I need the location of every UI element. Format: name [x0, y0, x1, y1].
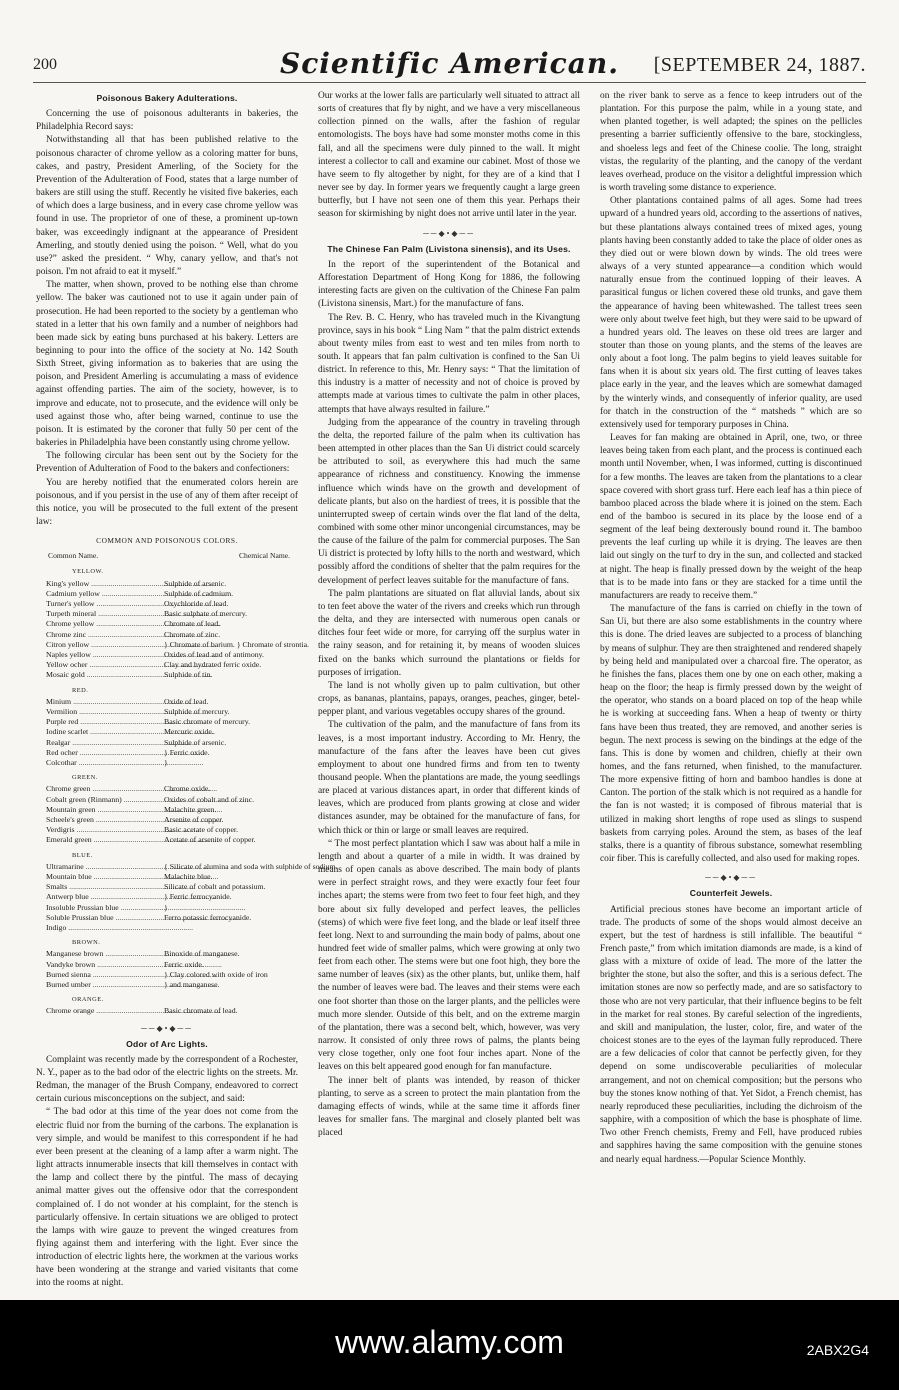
color-chemical-name	[164, 923, 298, 933]
colors-table-row	[36, 949, 298, 959]
color-chemical-name: Sulphide of arsenic.	[164, 737, 227, 747]
color-common-name: Vermilion .....	[46, 707, 164, 717]
color-common-name: Turpeth mineral .....	[46, 609, 164, 619]
color-chemical-name: } Chromate of barium. } Chromate of strontia.	[164, 639, 309, 649]
color-chemical-name: Sulphide of tin.	[164, 670, 213, 680]
paragraph: “ The most perfect plantation which I saw was about half a mile in length and about a quarter of a mile in width. It was drained by means of open canals as above described. The main body of plants were in perfect straight rows, and they were exactly four feet four inches apart; the stems were from two feet to four feet high, and they bore about six fully developed and perfect leaves, the pellicles (stems) of which were five feet long, and the blade or leaf itself three feet long. Next to and surrounding the main body of palms, about one hundred feet wide of smaller palms, which were growing at only two feet from each other. The stems were but one foot high, they bore the same number of leaves (six) as the other plants, but, unlike them, half the number of leaves were bad. The leaves and their stems were each one foot shorter than those on the larger plants, and the pellicles were much more slender. Outside of this belt, and on the extreme margin of the plantation, there was a second belt, which, however, was very narrow. It consisted of only three rows of palms, the plants being very close together, only one foot four inches apart. None of the leaves on this belt appeared good enough for fan manufacture.	[318, 838, 580, 1073]
colors-table	[36, 565, 338, 1016]
article-heading-fan-palm: The Chinese Fan Palm (Livistona sinensis), and its Uses.	[327, 243, 571, 254]
color-common-name: Colcothar .....	[46, 758, 164, 768]
colors-table-row	[36, 913, 298, 923]
color-common-name: Yellow ocher .....	[46, 660, 164, 670]
color-chemical-name: Malachite green.	[164, 804, 217, 814]
color-common-name: Ultramarine .....	[46, 862, 164, 872]
colors-table-row	[36, 589, 298, 599]
colors-table-row	[36, 1006, 298, 1016]
colors-table-row	[36, 861, 338, 872]
colors-table-row	[36, 805, 298, 815]
paragraph: The following circular has been sent out by the Society for the Prevention of Adulteration of Food to the bakers and confectioners:	[36, 451, 298, 475]
column-1	[36, 90, 338, 1295]
colors-table-row	[36, 825, 298, 835]
color-chemical-name: Malachite blue.	[164, 871, 213, 881]
paragraph: The cultivation of the palm, and the manufacture of fans from its leaves, is a most important industry. According to Mr. Henry, the manufacture of the fans after the leaves have been cut gives employment to about one hundred firms and from ten to twenty thousand people. When the plantations are made, the young seedlings are placed at various distances apart, in order that different kinds of leaves, which are produced from plants growing at close and wider distances asunder, may be obtained for the manufacture of fans, for which thick or thin or large or small leaves are required.	[318, 720, 580, 836]
color-common-name: Antwerp blue .....	[46, 892, 164, 902]
colors-table-row	[36, 727, 298, 737]
color-common-name: Naples yellow .....	[46, 650, 164, 660]
paragraph: Our works at the lower falls are particularly well situated to attract all sorts of creatures that fly by night, and we have a very miscellaneous collection pinned on the walls, after the fashion of regular entomologists. The boys have had some monster moths come in this fall, and all the specimens were duly pinned to the wall. It might interest a collector to call and examine our cabinet. Most of those we have seem to fly altogether by night, for they are of a kind that I never see by day. In former years we frequently caught a large green butterfly, but I have not seen one of them this year. Perhaps their season for skirmishing by night does not arrive until later in the year.	[318, 91, 580, 220]
colors-table-row	[36, 960, 298, 970]
color-chemical-name: Ferric oxide.	[164, 959, 204, 969]
color-chemical-name: Sulphide of arsenic.	[164, 578, 227, 588]
color-common-name: Manganese brown .....	[46, 949, 164, 959]
color-common-name: Red ocher .....	[46, 748, 164, 758]
color-common-name: Cobalt green (Rinmann) .....	[46, 795, 164, 805]
colors-table-row	[36, 980, 298, 990]
paragraph: Concerning the use of poisonous adulterants in bakeries, the Philadelphia Record says:	[36, 109, 298, 133]
colors-category-label: RED.	[72, 686, 89, 694]
stock-watermark-bar	[0, 1300, 899, 1390]
paragraph: The Rev. B. C. Henry, who has traveled much in the Kivangtung province, says in his book “ Ling Nam ” that the palm district extends about twenty miles from east to west and ten miles from north to south. It appears that fan palm cultivation is confined to the San Ui district. In reference to this, Mr. Henry says: “ That the limitation of this industry is a matter of necessity and not of choice is proved by attempts made at various times to cultivate the palm in other places, attempts that have always resulted in failure.”	[318, 312, 580, 415]
colors-table-row	[36, 882, 298, 892]
color-chemical-name: Acetate of arsenite of copper.	[164, 835, 256, 845]
colors-table-row	[36, 903, 298, 913]
article-heading-counterfeit-jewels: Counterfeit Jewels.	[689, 888, 773, 899]
color-chemical-name: Basic chromate of mercury.	[164, 717, 251, 727]
color-chemical-name: Ferro potassic ferrocyanide.	[164, 912, 252, 922]
paragraph: Complaint was recently made by the correspondent of a Rochester, N. Y., paper as to the bad odor of the electric lights on the streets. Mr. Redman, the manager of the Brush Company, endeavored to correct certain curious misconceptions on the subject, and said:	[36, 1054, 298, 1105]
colors-table-row	[36, 707, 298, 717]
page-number: 200	[33, 56, 57, 73]
paragraph: You are hereby notified that the enumerated colors herein are poisonous, and if you persist in the use of any of them after receipt of this notice, you will be prosecuted to the full extent of the present law:	[36, 477, 298, 527]
color-chemical-name: Oxides of lead and of antimony.	[164, 650, 264, 660]
section-separator: ──◆•◆──	[423, 228, 475, 238]
color-common-name: Cadmium yellow .....	[46, 589, 164, 599]
color-chemical-name: Sulphide of cadmium.	[164, 588, 234, 598]
color-common-name: Mosaic gold .....	[46, 670, 164, 680]
colors-table-title: COMMON AND POISONOUS COLORS.	[96, 536, 238, 546]
paragraph: Judging from the appearance of the country in traveling through the delta, the reported failure of the palm when its cultivation has been attempted in other places than the San Ui district could scarcely be attributed to soil, as everywhere this had much the same appearance of richness and constituency. Knowing the immense influence which winds have on the growth and development of delicate plants, but also on the hardiest of trees, it is possible that the uninterrupted sweep of certain winds over the flat land of the delta, combined with some other minor uncongenial circumstances, may be the cause of the failure of the palm for commercial purposes. The San Ui district is protected by lofty hills to the north and westward, which possibly afford the conditions of shelter that the palm requires for the development of perfect leaves suitable for the manufacture of fans.	[318, 417, 580, 586]
masthead	[0, 0, 899, 90]
color-common-name: Iodine scarlet .....	[46, 727, 164, 737]
colors-table-row	[36, 872, 298, 882]
colors-table-row	[36, 599, 298, 609]
colors-table-col-chemical: Chemical Name.	[238, 551, 290, 561]
colors-table-row	[36, 609, 298, 619]
color-chemical-name: }	[164, 902, 168, 912]
colors-table-row	[36, 748, 298, 758]
colors-table-row	[36, 758, 298, 768]
paragraph: The matter, when shown, proved to be nothing else than chrome yellow. The baker was cautioned not to use it again under pain of prosecution. He had been reported to the society by a gentleman who stated in a letter that his own family and a number of neighbors had been made sick by eating buns purchased at his bakery. Letters are beginning to pour into the office of the society at No. 142 South Sixth Street, giving information as to bakeries that are using the poison, and President Amerling is accumulating a mass of evidence against offending parties. The aim of the society, however, is to improve and educate, not to prosecute, and the evidence will only be used against those who, after being warned, continue to use the poison. It is estimated by the coroner that fully 50 per cent of the bakeries in Philadelphia have been constantly using chrome yellow.	[36, 280, 298, 449]
color-common-name: Citron yellow .....	[46, 640, 164, 650]
issue-date: [SEPTEMBER 24, 1887.	[653, 54, 866, 76]
paragraph: In the report of the superintendent of the Botanical and Afforestation Department of Hong Kong for 1886, the following interesting facts are given on the cultivation of the Chinese Fan palm (Livistona sinensis, Mart.) for the manufacture of fans.	[318, 259, 580, 310]
paragraph: The manufacture of the fans is carried on chiefly in the town of San Ui, but there are also some establishments in the country where this is done. The dried leaves are subjected to a process of blanching by means of sulphur. They are then straightened and rendered shapely by being held and manipulated over a charcoal fire. The operator, as he finishes the fans, places them one by one on each other, making a heap on the floor; the heap is firmly pressed down by the weight of the operator, who stands on a board placed on top of the heap while he is working at succeeding fans. When a heap of twenty or thirty fans have been thus treated, they are removed, and another series is begun. The next process is sewing on the bindings at the edge of the fans. This is done by women and children, chiefly at their own homes, and the fans returned, when finished, to the manufacturer. The more expensive fitting of horn and bamboo handles is done at Canton. The portion of the stalk which is not required as a handle for the fan is not wasted; it is composed of fibrous material that is utilized in making short lengths of rope used as slings to suspend baskets from carrying poles. Around the stem, as bases of the leaf stalks, there is a quantity of fibrous substance, somewhat resembling coir fiber. This is carefully collected, and also used for making ropes.	[600, 604, 862, 865]
color-common-name: King's yellow .....	[46, 579, 164, 589]
color-common-name: Vandyke brown .....	[46, 960, 164, 970]
color-common-name: Soluble Prussian blue .....	[46, 913, 164, 923]
paragraph: Leaves for fan making are obtained in April, one, two, or three leaves being taken from each plant, and the process is continued each month until November, when, I was informed, cutting is discontinued for a few months. The leaves are taken from the plantations to a clear space covered with short grass turf. Here each leaf has a thin piece of bamboo placed across the blade where it is joined on the stem. Each end of the bamboo is secured in its place by the loose end of a segment of the leaf being dexterously bound round it. The bamboo prevents the leaf curling up while it is drying. The leaves are then laid out singly on the turf to dry in the sun, and collected and stacked at night. The heap is finally pressed down by the weight of the heap that is to be made into fans or they are stacked for a time until the manufacturers are ready to receive them.”	[600, 433, 862, 601]
watermark-image-id: 2ABX2G4	[806, 1342, 869, 1358]
article-heading-bakery: Poisonous Bakery Adulterations.	[96, 93, 238, 103]
paragraph: “ The bad odor at this time of the year does not come from the electric fluid nor from the burning of the carbons. The explanation is very simple, and would be manifest to this correspondent if he had ever been present at the cleaning of a lamp after a warm night. The light attracts innumerable insects that kill themselves in contact with the lamp and collect there by the pintful. The mass of decaying animal matter gives out the offensive odor that the correspondent complained of. I do not wonder at his complaint, for the stench is particularly offensive. In certain situations we are obliged to protect the lamps with wire gauze to prevent the winged creatures from flying against them and interfering with the light. Ever since the introduction of electric lights here, the workmen at the various works have been wondering at the strange and varied visitants that come into the rooms at night.	[36, 1107, 298, 1289]
color-chemical-name: Basic sulphate of mercury.	[164, 609, 248, 619]
colors-table-row	[36, 892, 298, 902]
colors-table-row	[36, 670, 298, 680]
color-common-name: Chrome zinc .....	[46, 630, 164, 640]
colors-table-row	[36, 835, 298, 845]
color-common-name: Minium .....	[46, 697, 164, 707]
colors-table-row	[36, 630, 298, 640]
color-common-name: Chrome yellow .....	[46, 619, 164, 629]
color-chemical-name: Oxychloride of lead.	[164, 599, 229, 609]
column-2	[318, 90, 580, 1295]
color-chemical-name: }	[164, 758, 168, 768]
color-chemical-name: Oxide of lead.	[164, 696, 209, 706]
colors-category-label: YELLOW.	[72, 568, 104, 576]
section-separator: ──◆•◆──	[141, 1023, 193, 1033]
watermark-url: www.alamy.com	[335, 1324, 564, 1360]
color-common-name: Burned sienna .....	[46, 970, 164, 980]
color-chemical-name: Arsenite of copper.	[164, 815, 224, 824]
color-common-name: Scheele's green .....	[46, 815, 164, 825]
colors-table-col-common: Common Name.	[48, 551, 99, 561]
color-chemical-name: Oxides of cobalt and of zinc.	[164, 794, 255, 804]
color-common-name: Turner's yellow .....	[46, 599, 164, 609]
paragraph: Other plantations contained palms of all ages. Some had trees upward of a hundred years old, according to the assertions of natives, but these plantations always contained trees of mixed ages, young plants having been constantly added to take the place of older ones as they died out or were blown down by winds. The old trees were always of a very stunted appearance—a condition which would naturally ensue from the continued lopping of their leaves. A parasitical fungus or lichen covered these old trunks, and gave them the appearance of having been whitewashed. The tallest trees seen were only about twelve feet high, but they were said to be upward of a hundred years old. The leaves on these old trees are larger and stouter than those on young plants, and the stems of the leaves are only about a foot long. The palm begins to yield leaves suitable for fans when it is about six years old. The first cutting of leaves takes place early in the year, and the leaves which are somewhat damaged by the winterly winds, and consequently of inferior quality, are used for thatch in the construction of the “ matsheds ” which are so extensively used for temporary purposes in China.	[600, 196, 862, 430]
colors-table-row	[36, 970, 298, 980]
colors-table-row	[36, 660, 298, 670]
color-chemical-name: } Clay colored with oxide of iron	[164, 969, 268, 979]
paragraph: The inner belt of plants was intended, by reason of thicker planting, to serve as a screen to protect the main plantation from the damaging effects of winds, while at the same time it affords finer leaves for smaller fans. The marginal and closely planted belt was placed	[318, 1075, 580, 1139]
color-common-name: Indigo .....	[46, 923, 164, 933]
header-rule	[33, 82, 866, 83]
colors-table-row	[36, 795, 298, 805]
paragraph: The land is not wholly given up to palm cultivation, but other crops, as bananas, plantains, papays, oranges, peaches, ginger, betel-pepper plant, and various vegetables occupy shares of the ground.	[318, 680, 580, 718]
paragraph: Notwithstanding all that has been published relative to the poisonous character of chrome yellow as a coloring matter for buns, cakes, and pastry, President Amerling, of the Society for the Prevention of the Adulteration of Food, states that a large number of bakers are still using the stuff. Recently he visited five bakeries, each of which does a large business, and in every case chrome yellow was found in use. The proprietor of one of these, a prominent up-town baker, was exceedingly indignant at the appearance of President Amerling, and stoutly denied using the poison. “ Well, what do you use?” asked the president. “ Why, canary yellow, and that's not poison. I'm not afraid to eat it myself.”	[36, 135, 298, 278]
column-3	[600, 90, 862, 1295]
color-common-name: Emerald green .....	[46, 835, 164, 845]
color-chemical-name: Clay and hydrated ferric oxide.	[164, 660, 262, 670]
colors-table-row	[36, 650, 298, 660]
color-common-name: Insoluble Prussian blue .....	[46, 903, 164, 913]
color-common-name: Burned umber .....	[46, 980, 164, 990]
color-chemical-name: { Silicate of alumina and soda with sulphide of sodium.	[164, 861, 338, 871]
colors-category-label: GREEN.	[72, 774, 98, 782]
color-common-name: Mountain blue .....	[46, 872, 164, 882]
colors-table-row	[36, 784, 298, 794]
colors-table-row	[36, 619, 298, 629]
color-chemical-name: Silicate of cobalt and potassium.	[164, 882, 266, 892]
paragraph: The palm plantations are situated on flat alluvial lands, about six to ten feet above the water of the rivers and creeks which run through the delta, and they are intersected with numerous open canals or ditches four feet wide or more, for carrying off the surplus water in the rainy season, and for retaining it, by means of wooden sluices fixed on the banks which surround the plantations or fields for purposes of irrigation.	[318, 588, 580, 678]
color-chemical-name: Binoxide of manganese.	[164, 949, 240, 959]
color-chemical-name: Chrome oxide.	[164, 784, 211, 794]
colors-table-row	[36, 717, 298, 727]
colors-table-header	[48, 549, 290, 562]
color-common-name: Chrome orange .....	[46, 1006, 164, 1016]
paragraph: on the river bank to serve as a fence to keep intruders out of the plantation. For this purpose the palm, while in a young state, and when planted together, is well adapted; the spines on the pellicles presenting a barrier sufficiently offensive to the bare, stockingless, and shoeless legs and feet of the Chinese coolie. The long, straight vistas, the regularity of the planting, and the canopy of the verdant leaves overhead, produce on the visitor a delightful impression which is worth traveling some distance to experience.	[600, 91, 862, 194]
colors-category-label: BLUE.	[72, 851, 93, 859]
color-common-name: Verdigris .....	[46, 825, 164, 835]
colors-category-label: BROWN.	[72, 939, 101, 947]
color-chemical-name: Basic acetate of copper.	[164, 825, 239, 835]
color-chemical-name: Sulphide of mercury.	[164, 707, 230, 717]
color-chemical-name: Chromate of lead.	[164, 619, 221, 629]
colors-table-row	[36, 579, 298, 589]
color-common-name: Mountain green .....	[46, 805, 164, 815]
color-chemical-name: Basic chromate of lead.	[164, 1006, 238, 1016]
colors-table-row	[36, 923, 298, 933]
section-separator: ──◆•◆──	[705, 873, 757, 883]
colors-table-row	[36, 697, 298, 707]
color-common-name: Realgar .....	[46, 738, 164, 748]
paragraph: Artificial precious stones have become an important article of trade. The products of some of the shops would almost deceive an expert, but the test of hardness is still infallible. The beautiful “ French paste,” from which imitation diamonds are made, is a kind of glass with a mixture of oxide of lead. The more of the latter the brighter the stone, but also the softer, and this is a serious defect. The imitation stones are now so perfectly made, and are so satisfactory to those who are not very particular, that their influence begins to be felt in the market for real stones. By careful selection of the ingredients, and skill and manipulation, the luster, color, fire, and water of the choicest stones are to the eyes of the layman fully reproduced. There are a few delicacies of color that cannot be perfectly given, for they depend on some undiscoverable peculiarities of molecular arrangement, and not on chemical composition; but the persons who buy the stones know nothing of that. Yet Sidot, a French chemist, has nearly reproduced these peculiarities, including the dichroism of the sapphire, with a composition of which the base is phosphate of lime. Two other French chemists, Fremy and Fell, have produced rubies and sapphires having the same composition with the genuine stones and nearly equal hardness.—Popular Science Monthly.	[600, 904, 862, 1165]
color-common-name: Purple red .....	[46, 717, 164, 727]
color-chemical-name: } Ferric oxide.	[164, 747, 210, 757]
article-heading-arc-lights: Odor of Arc Lights.	[126, 1038, 208, 1049]
colors-table-row	[36, 815, 298, 825]
colors-table-row	[36, 738, 298, 748]
colors-category-label: ORANGE.	[72, 996, 104, 1004]
color-chemical-name: Mercuric oxide.	[164, 727, 214, 737]
color-chemical-name: } Ferric ferrocyanide.	[164, 892, 232, 902]
color-chemical-name: } and manganese.	[164, 979, 220, 989]
color-common-name: Chrome green .....	[46, 784, 164, 794]
publication-title: Scientific American.	[280, 47, 619, 80]
color-chemical-name: Chromate of zinc.	[164, 629, 221, 639]
colors-table-row	[36, 639, 309, 650]
color-common-name: Smalts .....	[46, 882, 164, 892]
